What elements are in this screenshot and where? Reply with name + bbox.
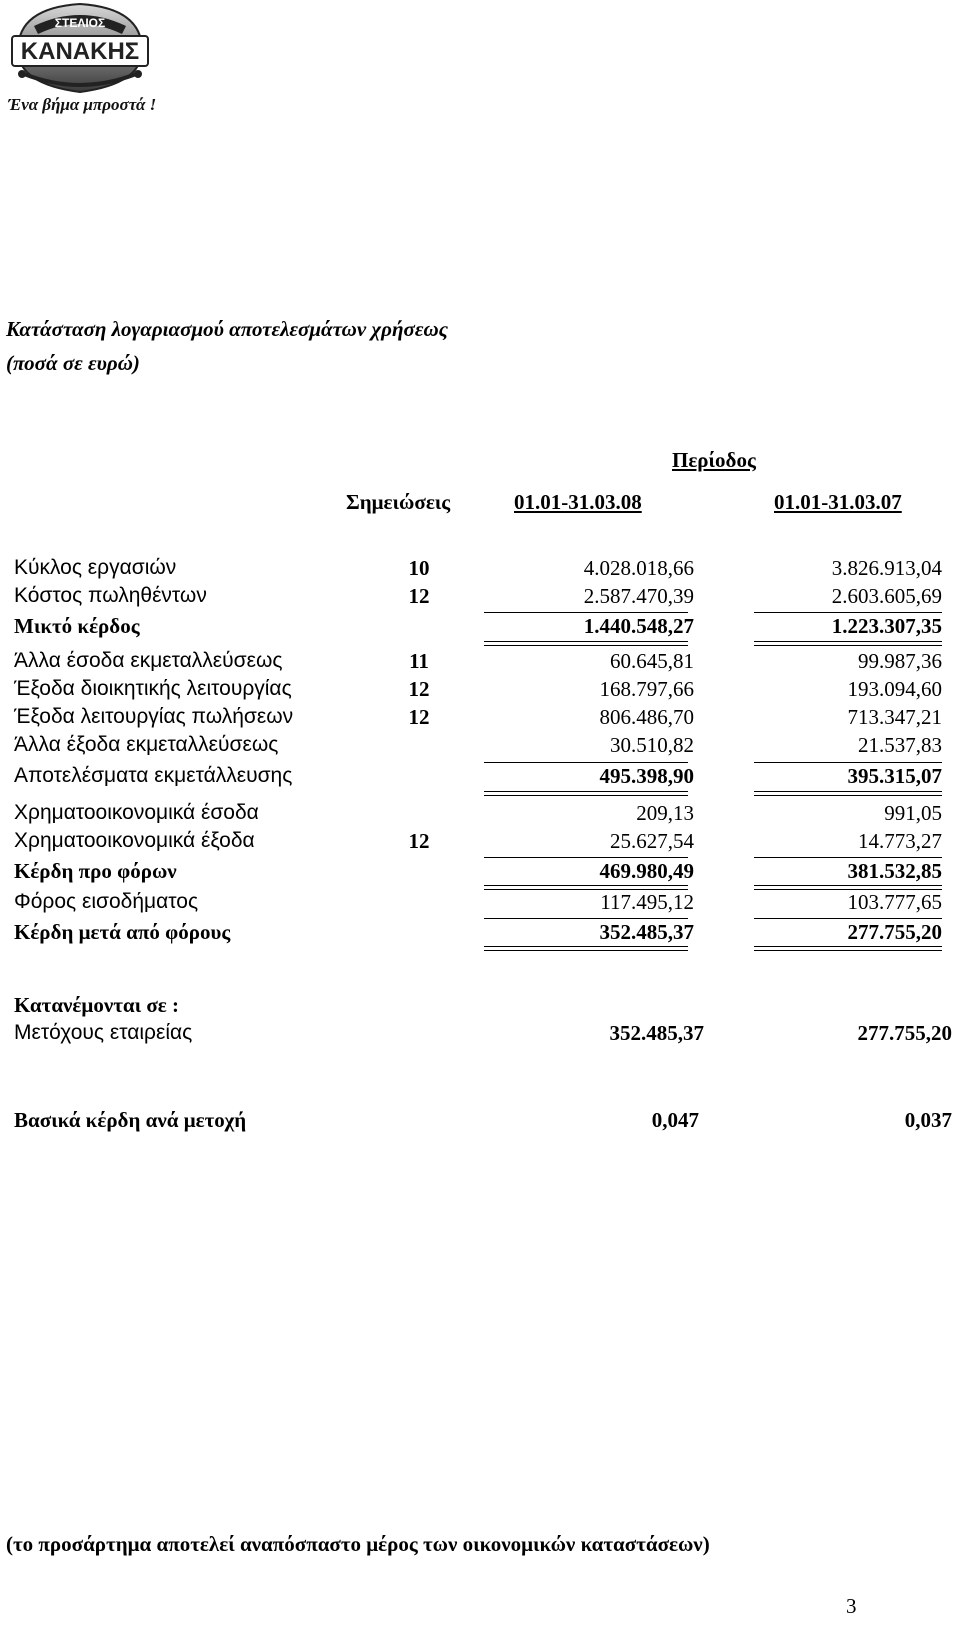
total-double-rule	[754, 641, 942, 646]
row-value-period1: 30.510,82	[610, 733, 694, 757]
subtotal-rule	[484, 762, 688, 763]
table-row	[0, 584, 960, 614]
row-label: Χρηματοοικονομικά έσοδα	[14, 801, 259, 824]
period1-column-header: 01.01-31.03.08	[514, 490, 642, 514]
row-value-period2: 103.777,65	[847, 890, 942, 914]
total-double-rule	[754, 946, 942, 951]
row-value-period2: 991,05	[884, 801, 942, 825]
row-value-period1: 209,13	[636, 801, 694, 825]
row-value-period1: 469.980,49	[599, 859, 694, 883]
subtotal-rule	[754, 612, 942, 613]
row-label: Χρηματοοικονομικά έξοδα	[14, 829, 255, 852]
row-value-period1: 60.645,81	[610, 649, 694, 673]
row-note: 12	[408, 829, 430, 853]
allocation-value-period2: 277.755,20	[857, 1021, 952, 1045]
row-label: Άλλα έξοδα εκμεταλλεύσεως	[14, 733, 279, 756]
table-row	[0, 764, 960, 794]
row-value-period2: 277.755,20	[847, 920, 942, 944]
table-row	[0, 677, 960, 707]
statement-title: Κατάσταση λογαριασμού αποτελεσμάτων χρήσεως	[6, 317, 448, 341]
allocation-heading: Κατανέμονται σε :	[14, 993, 179, 1017]
row-value-period1: 806.486,70	[599, 705, 694, 729]
eps-value-period2: 0,037	[904, 1108, 952, 1132]
row-value-period2: 381.532,85	[847, 859, 942, 883]
row-label: Έξοδα διοικητικής λειτουργίας	[14, 677, 292, 700]
subtotal-rule	[754, 918, 942, 919]
subtotal-rule	[484, 612, 688, 613]
row-label: Αποτελέσματα εκμετάλλευσης	[14, 764, 293, 787]
total-double-rule	[754, 791, 942, 796]
total-double-rule	[484, 946, 688, 951]
logo-brand: ΚΑΝΑΚΗΣ	[20, 38, 140, 65]
row-label: Άλλα έσοδα εκμεταλλεύσεως	[14, 649, 283, 672]
notes-column-header: Σημειώσεις	[346, 490, 451, 514]
logo-slogan: Ένα βήμα μπροστά !	[8, 95, 157, 114]
row-note: 11	[409, 649, 429, 673]
eps-row	[0, 1108, 960, 1138]
row-value-period1: 4.028.018,66	[583, 556, 694, 580]
table-row	[0, 733, 960, 763]
eps-value-period1: 0,047	[651, 1108, 699, 1132]
subtotal-rule	[484, 857, 688, 858]
row-label: Κέρδη μετά από φόρους	[14, 920, 231, 944]
allocation-row	[0, 1021, 960, 1051]
row-value-period2: 193.094,60	[847, 677, 942, 701]
row-note: 12	[408, 705, 430, 729]
table-row	[0, 614, 960, 644]
row-value-period2: 1.223.307,35	[831, 614, 942, 638]
eps-label: Βασικά κέρδη ανά μετοχή	[14, 1108, 247, 1132]
row-note: 10	[408, 556, 430, 580]
row-value-period1: 495.398,90	[599, 764, 694, 788]
row-value-period2: 99.987,36	[858, 649, 942, 673]
allocation-label: Μετόχους εταιρείας	[14, 1021, 193, 1044]
row-value-period2: 21.537,83	[858, 733, 942, 757]
period-header: Περίοδος	[672, 448, 756, 472]
footnote: (το προσάρτημα αποτελεί αναπόσπαστο μέρος των οικονομικών καταστάσεων)	[6, 1532, 710, 1556]
row-value-period2: 3.826.913,04	[831, 556, 942, 580]
page-number: 3	[846, 1594, 857, 1618]
total-double-rule	[484, 791, 688, 796]
row-value-period1: 352.485,37	[599, 920, 694, 944]
row-value-period1: 1.440.548,27	[583, 614, 694, 638]
row-value-period1: 117.495,12	[600, 890, 694, 914]
company-logo	[4, 0, 162, 122]
table-row	[0, 649, 960, 679]
allocation-value-period1: 352.485,37	[609, 1021, 704, 1045]
table-row	[0, 801, 960, 831]
row-label: Κόστος πωληθέντων	[14, 584, 207, 607]
table-row	[0, 829, 960, 859]
period2-column-header: 01.01-31.03.07	[774, 490, 902, 514]
row-note: 12	[408, 584, 430, 608]
row-label: Κύκλος εργασιών	[14, 556, 177, 579]
row-value-period2: 395.315,07	[847, 764, 942, 788]
row-label: Φόρος εισοδήματος	[14, 890, 199, 913]
statement-subtitle: (ποσά σε ευρώ)	[6, 351, 140, 375]
row-label: Μικτό κέρδος	[14, 614, 140, 638]
row-label: Κέρδη προ φόρων	[14, 859, 177, 883]
subtotal-rule	[754, 857, 942, 858]
row-note: 12	[408, 677, 430, 701]
table-row	[0, 890, 960, 920]
row-value-period1: 25.627,54	[610, 829, 694, 853]
row-label: Έξοδα λειτουργίας πωλήσεων	[14, 705, 294, 728]
table-row	[0, 556, 960, 586]
subtotal-rule	[754, 762, 942, 763]
row-value-period2: 14.773,27	[858, 829, 942, 853]
row-value-period2: 2.603.605,69	[831, 584, 942, 608]
row-value-period2: 713.347,21	[847, 705, 942, 729]
subtotal-rule	[484, 918, 688, 919]
logo-top-text: ΣΤΕΛΙΟΣ	[54, 16, 106, 30]
row-value-period1: 168.797,66	[599, 677, 694, 701]
row-value-period1: 2.587.470,39	[583, 584, 694, 608]
table-row	[0, 705, 960, 735]
total-double-rule	[484, 641, 688, 646]
